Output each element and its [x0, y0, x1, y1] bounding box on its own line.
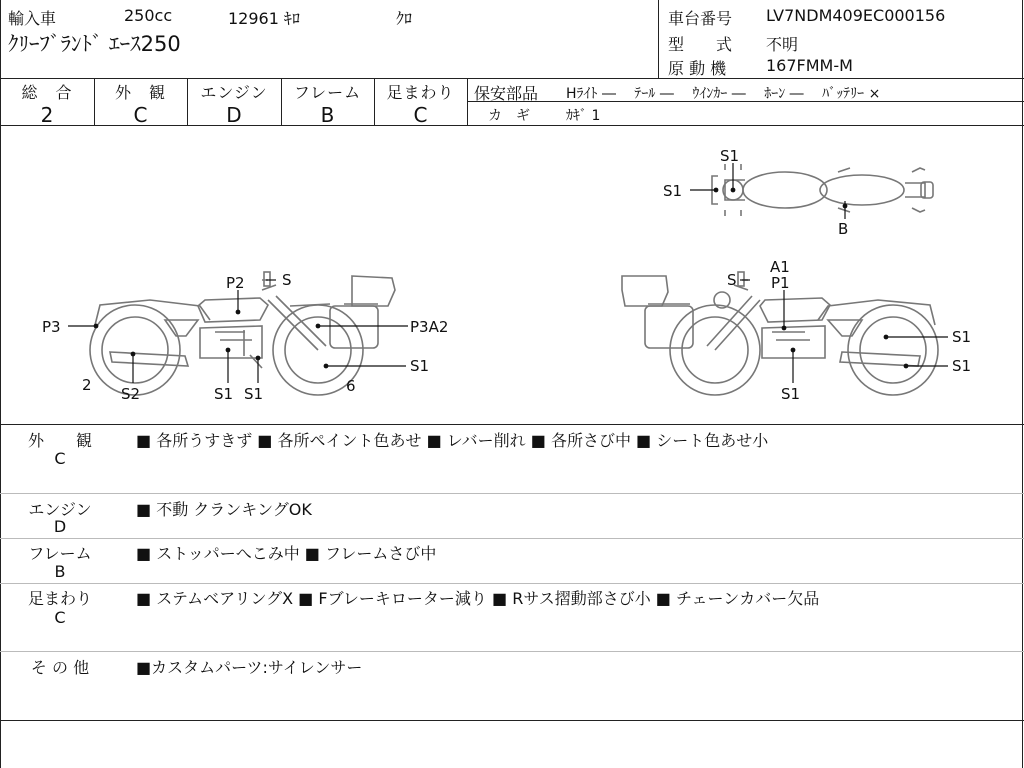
damage-dot — [843, 204, 848, 209]
rule — [0, 493, 1024, 494]
key-label: カ ギ — [488, 108, 530, 124]
callout-label: P3 — [42, 318, 61, 336]
grade-label: 足まわり — [386, 83, 455, 102]
section-grade: C — [54, 449, 66, 468]
grade-overall — [0, 80, 94, 127]
callout-label: S — [282, 271, 292, 289]
callout-label: S2 — [121, 385, 141, 403]
section-grade: B — [54, 562, 66, 581]
import-label: 輸入車 — [8, 9, 57, 28]
damage-dot — [731, 188, 736, 193]
grade-suspension — [374, 80, 467, 127]
grade-divider — [467, 78, 468, 125]
callout-label: S1 — [214, 385, 234, 403]
safety-label: 保安部品 — [474, 84, 539, 103]
grade-exterior — [94, 80, 187, 127]
damage-dot — [131, 352, 136, 357]
section-text: ■ 各所うすきず ■ 各所ペイント色あせ ■ レバー削れ ■ 各所さび中 ■ シート色あせ小 — [136, 431, 769, 450]
callout-label: S — [727, 271, 737, 289]
damage-dot — [94, 324, 99, 329]
callout-label: S1 — [952, 328, 972, 346]
section-label: 足まわり — [27, 589, 92, 608]
callout-label: P3A2 — [410, 318, 449, 336]
grade-value: C — [413, 103, 428, 127]
damage-dot — [884, 335, 889, 340]
grade-label: フレーム — [293, 83, 362, 102]
section-grade: D — [53, 517, 67, 536]
callout-label: 6 — [346, 377, 356, 395]
damage-dot — [324, 364, 329, 369]
callout-labels — [42, 147, 971, 403]
mileage: 12961 ｷﾛ — [228, 9, 300, 28]
damage-dot — [226, 348, 231, 353]
grade-label: エンジン — [200, 83, 268, 102]
damage-dot — [791, 348, 796, 353]
engine-label: 原 動 機 — [668, 59, 727, 78]
grade-engine — [187, 80, 281, 127]
section-text: ■ ステムベアリングX ■ Fブレーキローター減り ■ Rサス摺動部さび小 ■ チェーンカバー欠品 — [136, 589, 820, 608]
callout-label: B — [838, 220, 849, 238]
section-label: そ の 他 — [30, 658, 90, 677]
type-label: 型 式 — [668, 35, 733, 54]
damage-dot — [714, 188, 719, 193]
frame-no-label: 車台番号 — [668, 9, 733, 28]
callout-label: 2 — [82, 376, 92, 394]
section-text: ■カスタムパーツ:サイレンサー — [136, 658, 363, 677]
callout-label: S1 — [663, 182, 683, 200]
motorcycle-drawings — [90, 164, 938, 395]
displacement: 250cc — [124, 6, 173, 25]
section-text: ■ ストッパーへこみ中 ■ フレームさび中 — [136, 544, 437, 563]
grade-value: C — [133, 103, 148, 127]
damage-dot — [904, 364, 909, 369]
frame-no: LV7NDM409EC000156 — [766, 6, 946, 25]
rule — [0, 78, 1024, 79]
color: ｸﾛ — [396, 9, 413, 28]
damage-dot — [236, 310, 241, 315]
rule — [0, 720, 1024, 721]
rule — [0, 651, 1024, 652]
grade-frame — [281, 80, 374, 127]
callout-label: S1 — [952, 357, 972, 375]
grade-value: 2 — [40, 103, 54, 127]
callout-label: P1 — [771, 274, 790, 292]
section-text: ■ 不動 クランキングOK — [136, 500, 312, 519]
callout-label: S1 — [244, 385, 264, 403]
damage-dot — [256, 356, 261, 361]
section-label: フレーム — [28, 544, 92, 563]
type-value: 不明 — [766, 35, 799, 54]
engine-value: 167FMM-M — [766, 56, 853, 75]
section-grade: C — [54, 608, 66, 627]
callout-label: P2 — [226, 274, 245, 292]
rule — [0, 538, 1024, 539]
grade-value: D — [226, 103, 242, 127]
damage-dot — [316, 324, 321, 329]
callout-label: A1 — [770, 258, 790, 276]
rule — [0, 583, 1024, 584]
grade-value: B — [320, 103, 335, 127]
section-label: エンジン — [28, 500, 92, 519]
grade-label: 総 合 — [21, 83, 73, 102]
section-label: 外 観 — [27, 431, 92, 450]
header-divider — [658, 0, 659, 78]
top-view-bike — [712, 164, 933, 216]
rule — [0, 424, 1024, 425]
model-name: ｸﾘｰﾌﾞﾗﾝﾄﾞ ｴｰｽ250 — [8, 32, 181, 56]
callout-label: S1 — [720, 147, 740, 165]
callout-label: S1 — [781, 385, 801, 403]
key-value: ｶｷﾞ 1 — [566, 108, 601, 124]
damage-diagram — [0, 126, 1024, 424]
grade-label: 外 観 — [114, 83, 166, 102]
damage-dot — [782, 326, 787, 331]
callout-label: S1 — [410, 357, 430, 375]
safety-items: Hﾗｲﾄ ― ﾃｰﾙ ― ｳｲﾝｶｰ ― ﾎｰﾝ ― ﾊﾞｯﾃﾘｰ × — [566, 86, 881, 102]
